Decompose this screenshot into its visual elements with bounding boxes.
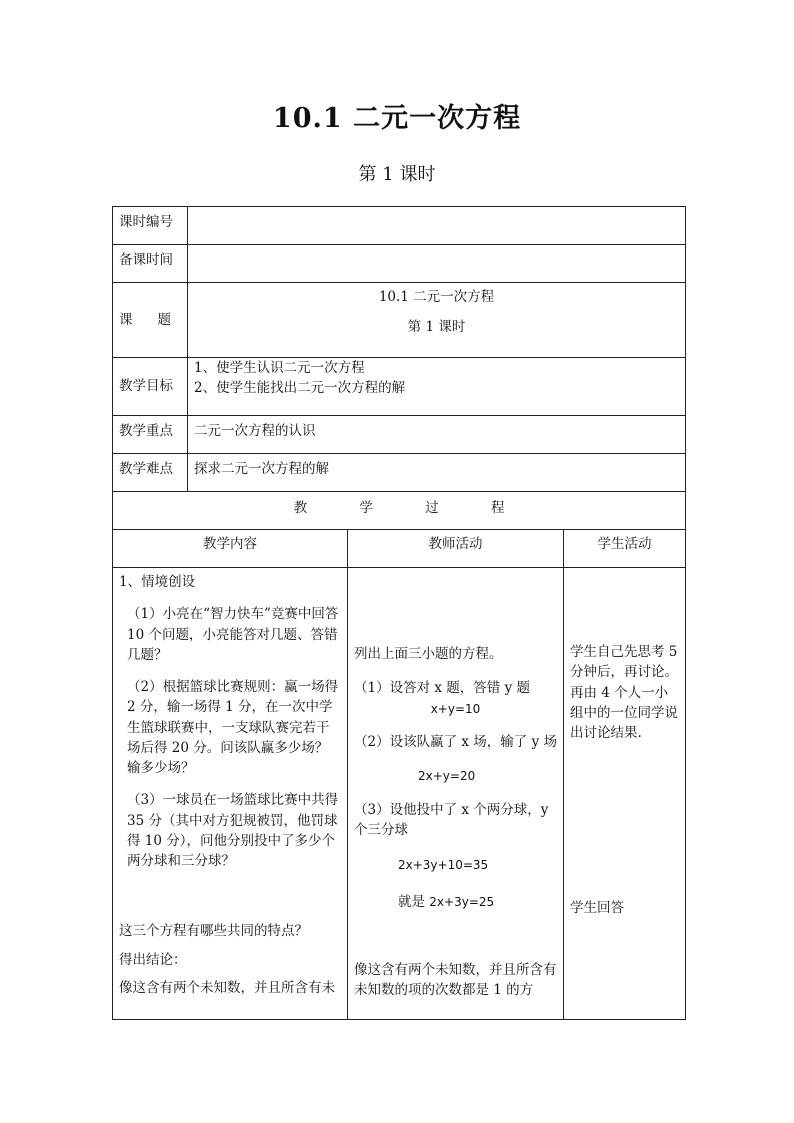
prep-time-value xyxy=(188,245,686,283)
difficulty-value: 探求二元一次方程的解 xyxy=(188,454,686,492)
topic-label-cell xyxy=(113,283,188,358)
teacher-equation-1: x+y=10 xyxy=(430,702,481,716)
student-activity-1: 学生自己先思考 5 分钟后，再讨论。再由 4 个人一小组中的一位同学说出讨论结果. xyxy=(570,644,678,741)
content-common-features: 这三个方程有哪些共同的特点？ xyxy=(119,923,308,940)
key-label: 教学重点 xyxy=(113,416,188,454)
column-header-content: 教学内容 xyxy=(113,530,348,568)
content-question-1: （1）小亮在“智力快车”竞赛中回答 10 个问题，小亮能答对几题、答错几题？ xyxy=(127,606,339,663)
goal-label: 教学目标 xyxy=(113,358,188,416)
difficulty-label: 教学难点 xyxy=(113,454,188,492)
row-activities xyxy=(113,568,686,1020)
teacher-equation-4-prefix: 就是 xyxy=(398,894,425,910)
topic-subtitle: 第 1 课时 xyxy=(407,319,466,336)
row-key-point xyxy=(113,416,686,454)
student-activity-2: 学生回答 xyxy=(570,900,624,916)
row-process-heading xyxy=(113,492,686,530)
row-column-headers xyxy=(113,530,686,568)
content-cell xyxy=(113,568,348,1020)
process-char-2: 学 xyxy=(359,500,373,516)
teacher-equation-3: 2x+3y+10=35 xyxy=(398,858,489,872)
key-value: 二元一次方程的认识 xyxy=(188,416,686,454)
teacher-intro: 列出上面三小题的方程。 xyxy=(354,646,503,662)
teacher-equation-2: 2x+y=20 xyxy=(418,769,476,783)
process-heading xyxy=(113,492,686,530)
topic-label-char-1: 课 xyxy=(119,311,133,328)
teacher-equation-4 xyxy=(398,892,557,912)
teacher-summary: 像这含有两个未知数，并且所含有未知数的项的次数都是 1 的方 xyxy=(354,962,557,999)
prep-time-label: 备课时间 xyxy=(113,245,188,283)
goal-item-2: 2、使学生能找出二元一次方程的解 xyxy=(194,380,406,397)
teacher-cell xyxy=(348,568,564,1020)
teacher-answer-2: （2）设该队赢了 x 场，输了 y 场 xyxy=(354,734,557,750)
goal-item-1: 1、使学生认识二元一次方程 xyxy=(194,360,365,376)
page-title: 10.1 二元一次方程 xyxy=(272,103,522,134)
teacher-answer-1: （1）设答对 x 题，答错 y 题 xyxy=(354,680,530,696)
content-conclusion-label: 得出结论： xyxy=(119,951,187,968)
row-prep-time xyxy=(113,245,686,283)
topic-title: 10.1 二元一次方程 xyxy=(378,289,495,305)
content-question-2: （2）根据篮球比赛规则：赢一场得 2 分，输一场得 1 分，在一次中学生篮球联赛中，一支球队赛完若干场后得 20 分。问该队赢多少场？输多少场？ xyxy=(127,679,339,776)
content-question-3: （3）一球员在一场篮球比赛中共得 35 分（其中对方犯规被罚，他罚球得 10 分），问他分别投中了多少个两分球和三分球？ xyxy=(127,792,339,869)
goal-value xyxy=(188,358,686,416)
content-section-title: 1、情境创设 xyxy=(119,574,196,590)
row-topic xyxy=(113,283,686,358)
student-cell xyxy=(564,568,686,1020)
column-header-teacher: 教师活动 xyxy=(348,530,564,568)
process-char-4: 程 xyxy=(490,500,505,516)
topic-label-char-2: 题 xyxy=(157,311,171,328)
column-header-student: 学生活动 xyxy=(564,530,686,568)
topic-value xyxy=(188,283,686,358)
row-goals xyxy=(113,358,686,416)
lesson-number-value xyxy=(188,207,686,245)
lesson-plan-table xyxy=(112,206,686,1020)
content-conclusion-text: 像这含有两个未知数，并且所含有未 xyxy=(119,979,335,996)
row-difficulty xyxy=(113,454,686,492)
teacher-answer-3: （3）设他投中了 x 个两分球，y 个三分球 xyxy=(354,802,549,839)
process-char-1: 教 xyxy=(293,500,308,516)
page-subtitle: 第 1 课时 xyxy=(358,164,436,185)
lesson-number-label: 课时编号 xyxy=(113,207,188,245)
row-lesson-number xyxy=(113,207,686,245)
teacher-equation-4-value: 2x+3y=25 xyxy=(429,895,495,909)
process-char-3: 过 xyxy=(425,500,439,516)
